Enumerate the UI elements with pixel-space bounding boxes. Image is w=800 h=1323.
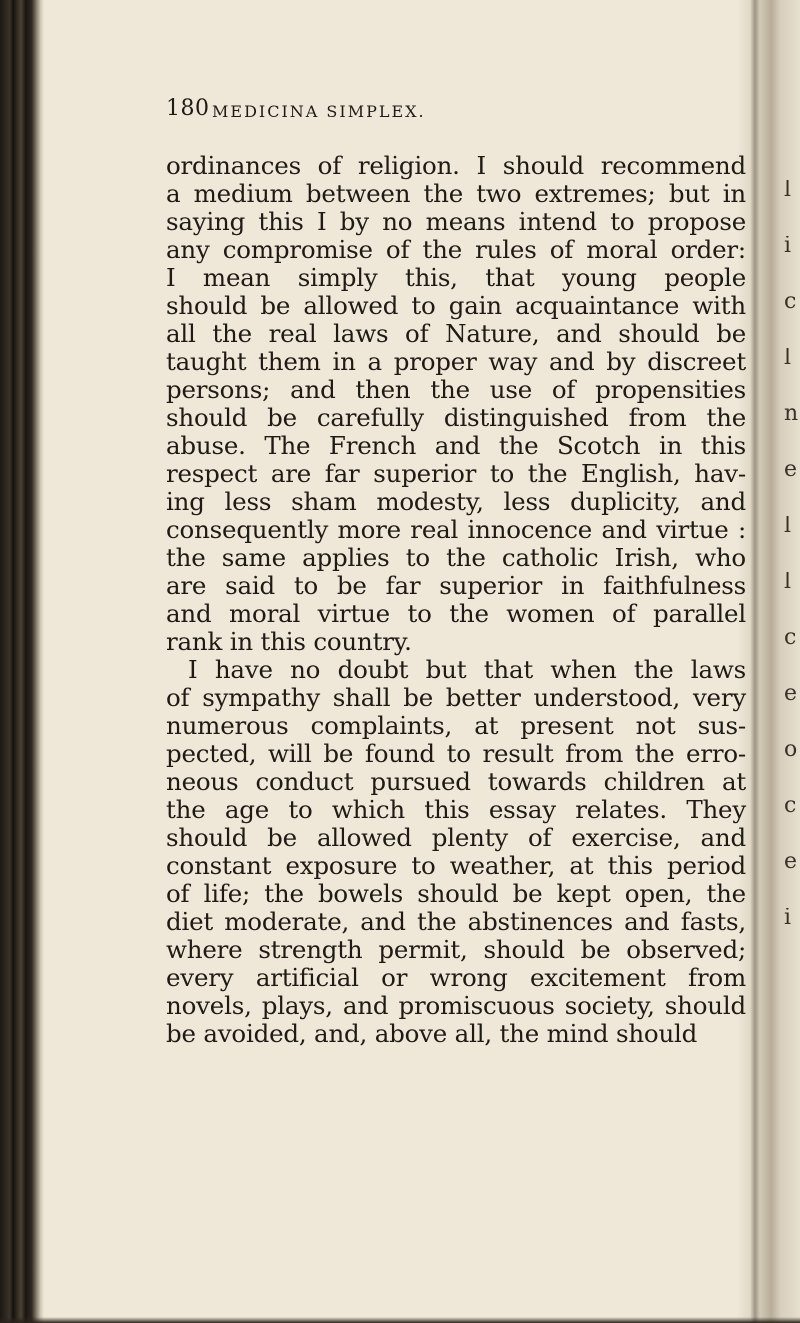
text-line: pected, will be found to result from the erro- [166,739,746,768]
bleed-through-glyph: l [784,348,792,368]
bleed-through-glyph: l [784,180,792,200]
text-line-paragraph-end: rank in this country. [166,627,412,656]
text-line: all the real laws of Nature, and should be [166,319,746,348]
text-line: ing less sham modesty, less duplicity, and [166,487,746,516]
body-text [166,152,746,1048]
text-line: should be carefully distinguished from the [166,403,746,432]
text-line: respect are far superior to the English, hav- [166,459,746,488]
page-bottom-edge [0,1317,800,1323]
text-line: constant exposure to weather, at this period [166,851,746,880]
bleed-through-glyph: n [784,404,798,424]
bleed-through-glyph: e [784,460,798,480]
text-line: abuse. The French and the Scotch in this [166,431,746,460]
bleed-through-glyph: o [784,740,798,760]
text-line: a medium between the two extremes; but in [166,179,746,208]
text-line: novels, plays, and promiscuous society, should [166,991,746,1020]
text-line: of sympathy shall be better understood, very [166,683,746,712]
text-line: neous conduct pursued towards children at [166,767,746,796]
bleed-through-glyph: l [784,572,792,592]
text-line: ordinances of religion. I should recommend [166,151,746,180]
book-binding-edge [0,0,44,1323]
text-line-paragraph-start: I have no doubt but that when the laws [188,655,746,684]
text-line: are said to be far superior in faithfulness [166,571,746,600]
text-line: taught them in a proper way and by discreet [166,347,746,376]
text-line: persons; and then the use of propensities [166,375,746,404]
page-number: 180 [166,96,210,121]
gutter-shadow [750,0,760,1323]
text-line: every artificial or wrong excitement from [166,963,746,992]
text-line: numerous complaints, at present not sus- [166,711,746,740]
bleed-through-glyph: i [784,236,792,256]
bleed-through-glyph: i [784,908,792,928]
text-line: diet moderate, and the abstinences and fasts, [166,907,746,936]
text-line: I mean simply this, that young people [166,263,746,292]
text-line: the same applies to the catholic Irish, who [166,543,746,572]
text-line: be avoided, and, above all, the mind should [166,1019,698,1048]
text-line: should be allowed plenty of exercise, and [166,823,746,852]
text-line: any compromise of the rules of moral order: [166,235,746,264]
text-line: consequently more real innocence and virtue : [166,515,746,544]
running-head [166,96,736,126]
bleed-through-glyph: e [784,684,798,704]
bleed-through-glyph: c [784,628,797,648]
text-line: saying this I by no means intend to propose [166,207,746,236]
text-line: and moral virtue to the women of parallel [166,599,746,628]
bleed-through-glyph: l [784,516,792,536]
bleed-through-glyph: e [784,852,798,872]
text-line: where strength permit, should be observed; [166,935,746,964]
text-line: of life; the bowels should be kept open, the [166,879,746,908]
text-line: the age to which this essay relates. They [166,795,746,824]
running-title: MEDICINA SIMPLEX. [212,102,426,121]
bleed-through-glyph: c [784,292,797,312]
text-line: should be allowed to gain acquaintance with [166,291,746,320]
bleed-through-glyph: c [784,796,797,816]
